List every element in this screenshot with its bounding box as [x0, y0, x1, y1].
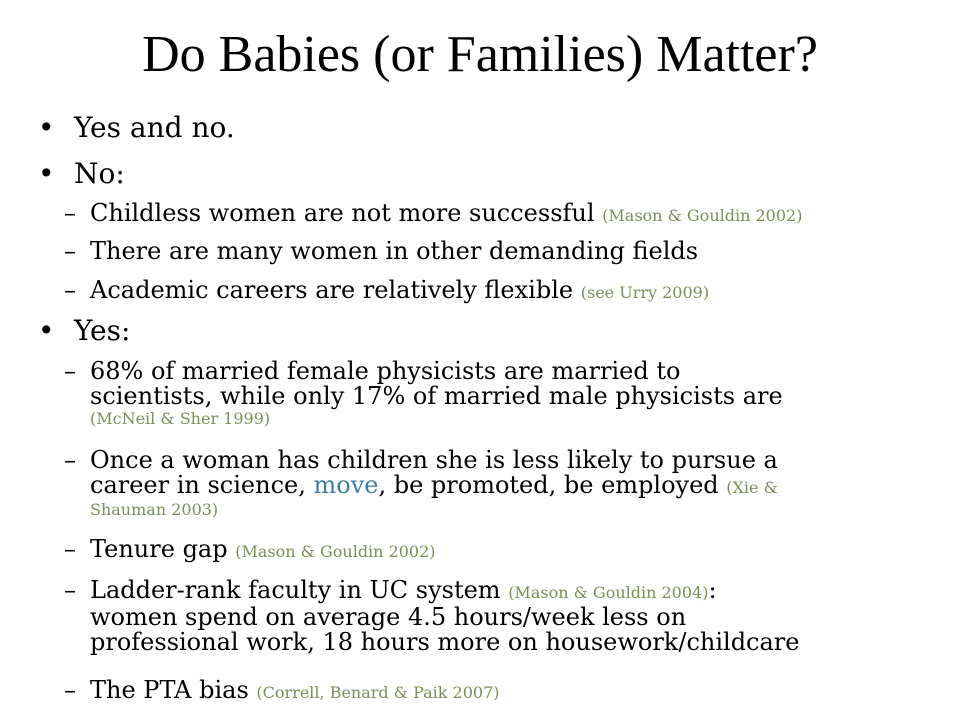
sub-item-line: 68% of married female physicists are married to	[90, 357, 681, 385]
citation: (Xie &	[726, 478, 778, 497]
bullet-text: No:	[74, 157, 125, 190]
citation: Shauman 2003)	[90, 500, 219, 519]
sub-item-text	[90, 678, 945, 705]
sub-item-text	[90, 537, 945, 564]
sub-item-text	[90, 278, 945, 305]
dash-icon: –	[64, 446, 76, 474]
citation: (see Urry 2009)	[580, 283, 710, 302]
sub-item-text	[90, 239, 945, 264]
dash-icon: –	[64, 237, 76, 265]
dash-icon: –	[64, 576, 76, 604]
sub-item-line: women spend on average 4.5 hours/week less on	[90, 603, 687, 631]
bullet-icon: •	[38, 314, 55, 347]
sub-item-text	[90, 201, 945, 228]
sub-item-text	[90, 578, 945, 655]
sub-item-main: Academic careers are relatively flexible	[90, 276, 574, 304]
sub-item-line: Once a woman has children she is less likely to pursue a	[90, 446, 778, 474]
move-link[interactable]: move	[313, 471, 379, 499]
sub-item-main: Childless women are not more successful	[90, 199, 595, 227]
dash-icon: –	[64, 276, 76, 304]
sub-item-line: , be promoted, be employed	[378, 471, 719, 499]
bullet-icon: •	[38, 111, 55, 144]
sub-item-main: Ladder-rank faculty in UC system	[90, 576, 501, 604]
dash-icon: –	[64, 199, 76, 227]
sub-item-main: The PTA bias	[90, 676, 249, 704]
citation: (Mason & Gouldin 2002)	[235, 542, 436, 561]
sub-item-punct: :	[708, 576, 717, 604]
slide-title: Do Babies (or Families) Matter?	[142, 26, 818, 83]
citation: (Mason & Gouldin 2002)	[602, 206, 803, 225]
bullet-icon: •	[38, 157, 55, 190]
dash-icon: –	[64, 676, 76, 704]
sub-item-line: career in science,	[90, 471, 314, 499]
sub-item-line: scientists, while only 17% of married male physicists are	[90, 382, 783, 410]
sub-item-main: Tenure gap	[90, 535, 228, 563]
citation: (Mason & Gouldin 2004)	[508, 583, 709, 602]
citation: (Correll, Benard & Paik 2007)	[256, 683, 500, 702]
bullet-text: Yes:	[74, 314, 131, 347]
sub-item-main: There are many women in other demanding fields	[90, 237, 699, 265]
sub-item-text	[90, 359, 945, 429]
citation: (McNeil & Sher 1999)	[90, 409, 271, 428]
sub-item-line: professional work, 18 hours more on housework/childcare	[90, 628, 800, 656]
dash-icon: –	[64, 535, 76, 563]
dash-icon: –	[64, 357, 76, 385]
bullet-text: Yes and no.	[74, 111, 235, 144]
sub-item-text	[90, 448, 945, 520]
